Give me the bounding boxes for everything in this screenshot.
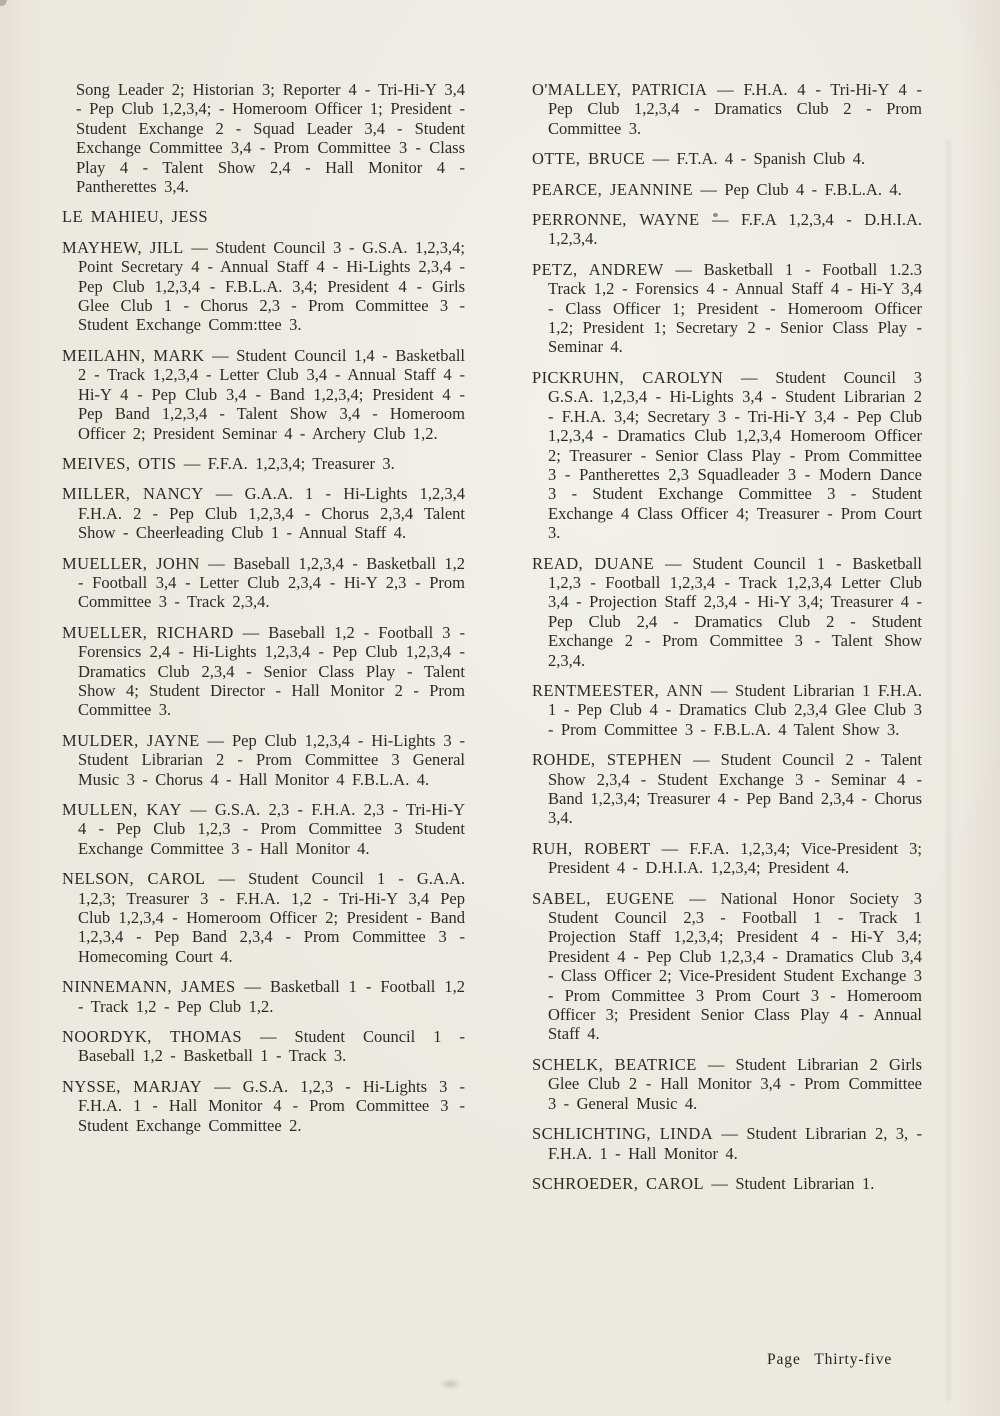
- name-activities-separator: —: [663, 259, 704, 279]
- student-activities: Pep Club 1,2,3,4 - Hi-Lights 3 - Student Librarian 2 - Prom Committee 3 General Music 3 - Chorus 4 - Hall Monitor 4 F.B.L.A. 4.: [78, 730, 465, 789]
- student-entry: [62, 1027, 465, 1066]
- student-name: MEILAHN, MARK: [62, 345, 205, 365]
- student-activities: F.H.A. 4 - Tri-Hi-Y 4 - Pep Club 1,2,3,4 - Dramatics Club 2 - Prom Committee 3.: [548, 80, 922, 138]
- student-entry: [532, 210, 922, 249]
- student-name: O'MALLEY, PATRICIA: [532, 80, 708, 99]
- student-entry: [532, 1174, 922, 1193]
- name-activities-separator: —: [682, 750, 721, 770]
- name-activities-separator: —: [199, 553, 234, 573]
- name-activities-separator: —: [202, 1076, 243, 1096]
- student-entry: [532, 750, 922, 828]
- student-entry: [532, 80, 922, 138]
- student-activities: Student Librarian 1.: [735, 1173, 875, 1193]
- name-activities-separator: —: [723, 367, 776, 387]
- name-activities-separator: —: [703, 680, 736, 700]
- student-entry: [62, 977, 465, 1016]
- student-entry: [62, 731, 465, 789]
- left-column: [62, 80, 465, 1146]
- name-activities-separator: —: [183, 237, 216, 257]
- student-name: NYSSE, MARJAY: [62, 1076, 203, 1096]
- name-activities-separator: —: [203, 484, 245, 504]
- name-activities-separator: —: [204, 345, 237, 365]
- student-name: NINNEMANN, JAMES: [62, 977, 236, 997]
- student-name: PICKRUHN, CAROLYN: [532, 367, 724, 387]
- student-name: SABEL, EUGENE: [532, 888, 675, 908]
- student-name: SCHROEDER, CAROL: [532, 1173, 704, 1193]
- student-activities: Student Council 1 - Basketball 1,2,3 - Football 1,2,3,4 - Track 1,2,3,4 Letter Club 3,4 - Projection Staff 2,3,4 - Hi-Y 3,4; Treasurer 4 - Pep Club 2,4 - Dramatics Club 2 - Student Exchange 2 - Prom Committee 3 - Talent Show 2,3,4.: [548, 553, 923, 670]
- name-activities-separator: —: [205, 869, 249, 889]
- name-activities-separator: —: [707, 80, 744, 99]
- student-entry: [532, 839, 922, 878]
- scan-artifact-smudge: [438, 1378, 462, 1390]
- student-entry: [62, 484, 465, 542]
- student-name: OTTE, BRUCE: [532, 149, 646, 169]
- student-entry: [62, 238, 465, 335]
- student-name: NELSON, CAROL: [62, 869, 206, 889]
- student-name: PETZ, ANDREW: [532, 259, 664, 279]
- student-activities: G.A.A. 1 - Hi-Lights 1,2,3,4 F.H.A. 2 - Pep Club 1,2,3,4 - Chorus 2,3,4 Talent Show - Cheerleading Club 1 - Annual Staff 4.: [78, 484, 466, 543]
- student-name: MUELLER, RICHARD: [62, 622, 234, 642]
- name-activities-separator: —: [181, 800, 215, 819]
- student-activities: Baseball 1,2,3,4 - Basketball 1,2 - Football 3,4 - Letter Club 2,3,4 - Hi-Y 2,3 - Prom Committee 3 - Track 2,3,4.: [78, 553, 465, 612]
- scan-artifact-corner: [0, 0, 7, 6]
- student-entry: [532, 1124, 922, 1163]
- student-entry: [532, 149, 922, 168]
- student-activities: G.S.A. 1,2,3 - Hi-Lights 3 - F.H.A. 1 - Hall Monitor 4 - Prom Committee 3 - Student Exchange Committee 2.: [78, 1076, 465, 1135]
- name-activities-separator: —: [176, 453, 208, 473]
- name-activities-separator: —: [692, 179, 725, 199]
- student-entry: [62, 346, 465, 443]
- student-name: RUH, ROBERT: [532, 838, 651, 858]
- student-activities: Student Council 1,4 - Basketball 2 - Track 1,2,3,4 - Letter Club 3,4 - Annual Staff 4 - Hi-Y 4 - Pep Club 3,4 - Band 1,2,3,4; President 4 - Pep Band 1,2,3,4 - Talent Show 3,4 - Homeroom Officer 2; President Seminar 4 - Archery Club 1,2.: [78, 345, 465, 443]
- student-activities: Student Council 1 - G.A.A. 1,2,3; Treasurer 3 - F.H.A. 1,2 - Tri-Hi-Y 3,4 Pep Club 1,2,3,4 - Homeroom Officer 2; President - Band 1,2,3,4 - Pep Band 2,3,4 - Prom Committee 3 - Homecoming Court 4.: [78, 869, 465, 966]
- student-name: PERRONNE, WAYNE: [532, 210, 700, 230]
- student-entry: [62, 454, 465, 473]
- student-activities: Song Leader 2; Historian 3; Reporter 4 - Tri-Hi-Y 3,4 - Pep Club 1,2,3,4; - Homeroom Officer 1; President - Student Exchange 2 - Squad Leader 3,4 - Student Exchange Committee 3,4 - Prom Committee 3 - Class Play 4 - Talent Show 2,4 - Hall Monitor 4 - Pantherettes 3,4.: [76, 80, 465, 197]
- page-number-label: Page Thirty-five: [767, 1351, 893, 1368]
- student-entry: [532, 681, 922, 739]
- student-name: READ, DUANE: [532, 553, 655, 573]
- student-activities: Student Council 3 - G.S.A. 1,2,3,4; Point Secretary 4 - Annual Staff 4 - Hi-Lights 2,3,4 - Pep Club 1,2,3,4 - F.B.L.A. 3,4; President 4 - Girls Glee Club 1 - Chorus 2,3 - Prom Committee 3 - Student Exchange Comm:ttee 3.: [78, 237, 465, 335]
- student-name: SCHELK, BEATRICE: [532, 1054, 697, 1074]
- student-entry: [62, 1077, 465, 1135]
- student-activities: F.T.A. 4 - Spanish Club 4.: [676, 149, 866, 169]
- student-activities: Student Librarian 2, 3, - F.H.A. 1 - Hall Monitor 4.: [548, 1124, 922, 1163]
- student-entry: [62, 869, 465, 966]
- name-activities-separator: —: [696, 1054, 736, 1074]
- student-activities: Student Council 1 - Baseball 1,2 - Basketball 1 - Track 3.: [78, 1027, 465, 1066]
- student-entry: [62, 80, 465, 196]
- student-name: MEIVES, OTIS: [62, 453, 177, 473]
- student-entry: [532, 1055, 922, 1113]
- student-name: MULDER, JAYNE: [62, 730, 200, 750]
- student-name: NOORDYK, THOMAS: [62, 1027, 243, 1047]
- student-entry: [532, 554, 922, 670]
- student-activities: Student Librarian 2 Girls Glee Club 2 - Hall Monitor 3,4 - Prom Committee 3 - General Music 4.: [548, 1054, 922, 1113]
- student-entry: [62, 207, 465, 226]
- student-entry: [62, 800, 465, 858]
- student-activities: National Honor Society 3 Student Council 2,3 - Football 1 - Track 1 Projection Staff 1,2,3,4; President 4 - Hi-Y 3,4; President 4 - Pep Club 1,2,3,4 - Dramatics Club 3,4 - Class Officer 2; Vice-President Student Exchange 3 - Prom Committee 3 Prom Court 3 - Homeroom Officer 3; President Senior Class Play 4 - Annual Staff 4.: [548, 888, 922, 1044]
- student-name: LE MAHIEU, JESS: [62, 207, 208, 227]
- student-activities: Student Council 3 G.S.A. 1,2,3,4 - Hi-Lights 3,4 - Student Librarian 2 - F.H.A. 3,4; Secretary 3 - Tri-Hi-Y 3,4 - Pep Club 1,2,3,4 - Dramatics Club 1,2,3,4 Homeroom Officer 2; Treasurer - Senior Class Play - Prom Committee 3 - Pantherettes 2,3 Squadleader 3 - Modern Dance 3 - Student Exchange Committee 3 - Student Exchange 4 Class Officer 4; Treasurer - Prom Court 3.: [548, 367, 922, 543]
- student-activities: Pep Club 4 - F.B.L.A. 4.: [724, 179, 902, 199]
- student-name: MUELLER, JOHN: [62, 553, 200, 573]
- name-activities-separator: —: [703, 1173, 736, 1193]
- name-activities-separator: —: [650, 838, 690, 858]
- name-activities-separator: —: [699, 210, 741, 230]
- student-activities: Basketball 1 - Football 1.2.3 Track 1,2 - Forensics 4 - Annual Staff 4 - Hi-Y 3,4 - Class Officer 1; President - Homeroom Officer 1,2; President 1; Secretary 2 - Senior Class Play - Seminar 4.: [548, 259, 922, 357]
- student-activities: Student Council 2 - Talent Show 2,3,4 - Student Exchange 3 - Seminar 4 - Band 1,2,3,4; Treasurer 4 - Pep Band 2,3,4 - Chorus 3,4.: [548, 750, 923, 828]
- name-activities-separator: —: [233, 622, 269, 642]
- name-activities-separator: —: [199, 730, 232, 750]
- student-name: PEARCE, JEANNINE: [532, 179, 693, 199]
- student-activities: F.F.A. 1,2,3,4; Treasurer 3.: [207, 453, 395, 473]
- student-activities: Baseball 1,2 - Football 3 - Forensics 2,4 - Hi-Lights 1,2,3,4 - Pep Club 1,2,3,4 - Dramatics Club 2,3,4 - Senior Class Play - Talent Show 4; Student Director - Hall Monitor 2 - Prom Committee 3.: [78, 622, 465, 720]
- student-activities: Student Librarian 1 F.H.A. 1 - Pep Club 4 - Dramatics Club 2,3,4 Glee Club 3 - Prom Committee 3 - F.B.L.A. 4 Talent Show 3.: [548, 680, 923, 739]
- student-activities: F.F.A. 1,2,3,4; Vice-President 3; President 4 - D.H.I.A. 1,2,3,4; President 4.: [548, 838, 922, 878]
- student-name: SCHLICHTING, LINDA: [532, 1124, 714, 1144]
- student-entry: [532, 180, 922, 199]
- name-activities-separator: —: [235, 977, 271, 997]
- student-entry: [532, 260, 922, 357]
- student-activities: F.F.A 1,2,3,4 - D.H.I.A. 1,2,3,4.: [548, 210, 922, 249]
- name-activities-separator: —: [713, 1124, 747, 1144]
- scan-artifact-crease: [947, 140, 950, 1400]
- student-name: RENTMEESTER, ANN: [532, 680, 704, 700]
- student-entry: [62, 554, 465, 612]
- student-entry: [532, 368, 922, 543]
- name-activities-separator: —: [674, 888, 721, 908]
- student-entry: [62, 623, 465, 720]
- name-activities-separator: —: [242, 1027, 295, 1047]
- student-activities: G.S.A. 2,3 - F.H.A. 2,3 - Tri-Hi-Y 4 - Pep Club 1,2,3 - Prom Committee 3 Student Exchange Committee 3 - Hall Monitor 4.: [78, 800, 466, 858]
- name-activities-separator: —: [645, 149, 677, 169]
- student-activities: Basketball 1 - Football 1,2 - Track 1,2 - Pep Club 1,2.: [78, 977, 465, 1016]
- student-name: MAYHEW, JILL: [62, 237, 184, 257]
- student-name: ROHDE, STEPHEN: [532, 750, 683, 770]
- student-entry: [532, 889, 922, 1044]
- name-activities-separator: —: [654, 553, 693, 573]
- right-column: [532, 80, 922, 1204]
- student-name: MULLEN, KAY: [62, 800, 182, 819]
- student-name: MILLER, NANCY: [62, 484, 204, 504]
